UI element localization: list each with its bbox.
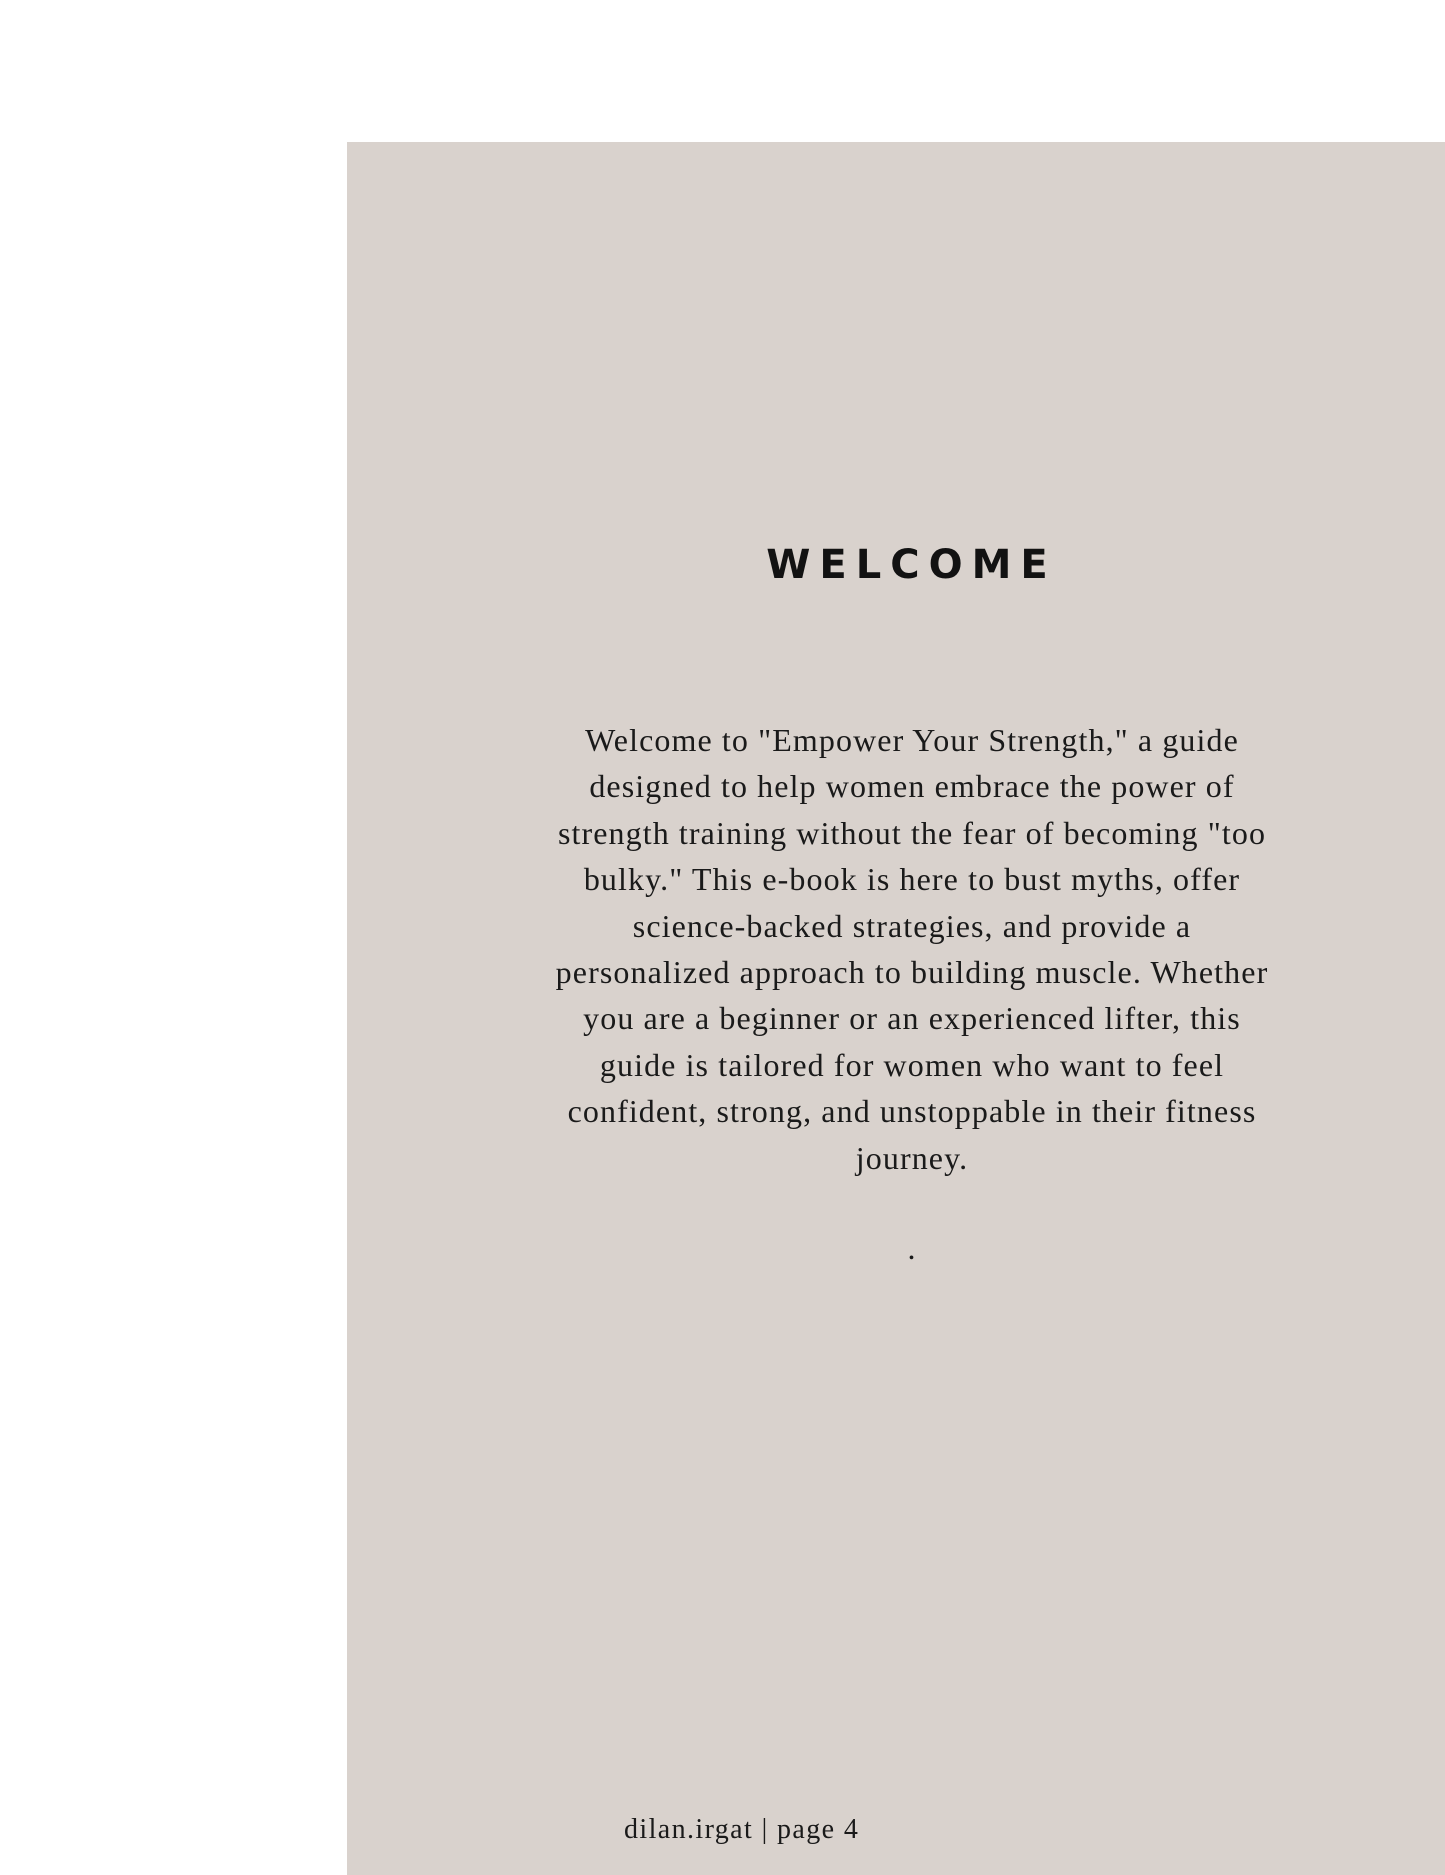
page-heading: WELCOME	[766, 542, 1057, 588]
content-panel	[347, 142, 1445, 1875]
page-footer: dilan.irgat | page 4	[624, 1814, 860, 1845]
separator-dot: .	[907, 1230, 916, 1266]
welcome-paragraph: Welcome to "Empower Your Strength," a guide designed to help women embrace the power of strength training without the fear of becoming "too bulky." This e-book is here to bust myths, offer science-backed strategies, and provide a personalized approach to building muscle. Whether you are a beginner or an experienced lifter, this guide is tailored for women who want to feel confident, strong, and unstoppable in their fitness journey.	[555, 722, 1269, 1176]
